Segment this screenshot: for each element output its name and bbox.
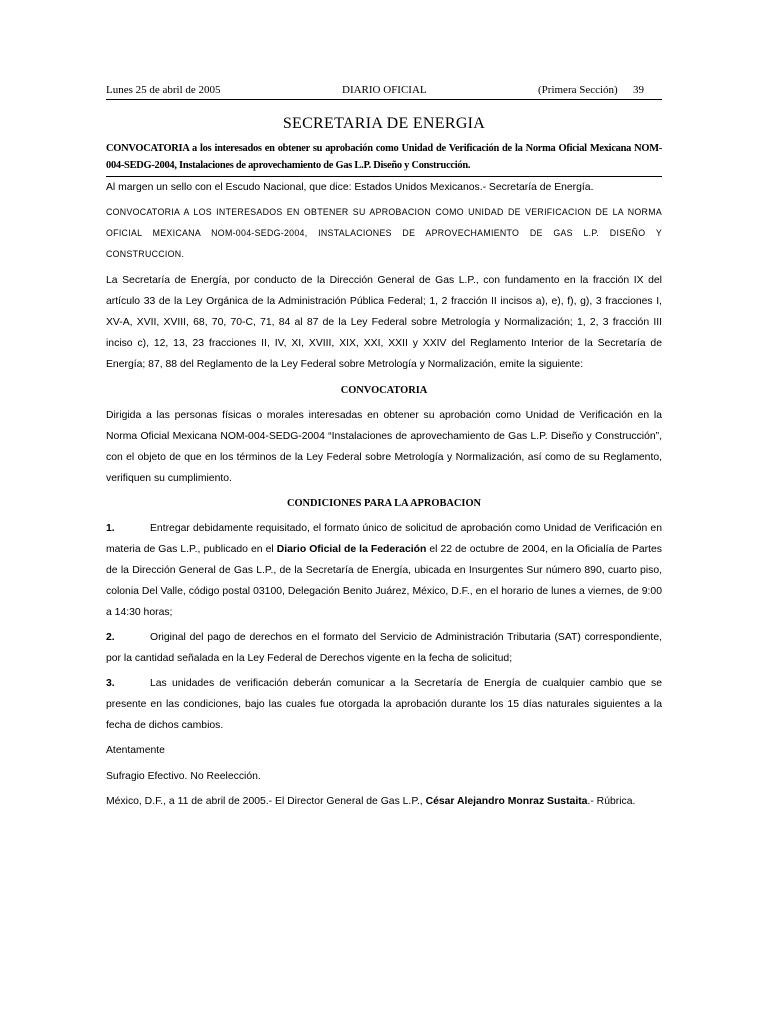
document-title: SECRETARIA DE ENERGIA — [282, 115, 486, 132]
condition-number: 1. — [106, 523, 115, 534]
page-header — [106, 84, 662, 98]
condition-item-1 — [106, 518, 662, 623]
condition-text: Entregar debidamente requisitado, el formato único de solicitud de aprobación como Unidad de Verificación en materia de Gas L.P., publicado en el — [106, 523, 662, 555]
condition-text: Original del pago de derechos en el formato del Servicio de Administración Tributaria (SAT) correspondiente, por la cantidad señalada en la Ley Federal de Derechos vigente en la fecha de solicitud; — [106, 632, 662, 664]
condition-number: 3. — [106, 678, 115, 689]
condition-number: 2. — [106, 632, 115, 643]
closing-signature — [106, 791, 662, 812]
header-page-number: 39 — [633, 84, 644, 96]
section-heading-condiciones: CONDICIONES PARA LA APROBACION — [286, 498, 482, 509]
condition-text-bold: Diario Oficial de la Federación — [276, 544, 427, 555]
section-heading-convocatoria: CONVOCATORIA — [340, 385, 428, 396]
header-rule — [106, 99, 662, 100]
header-paper-name: DIARIO OFICIAL — [342, 84, 427, 96]
header-section: (Primera Sección) — [538, 84, 618, 96]
condition-text-after: el 22 de octubre de 2004, en la Oficialía de Partes de la Dirección General de Gas L.P., de la Secretaría de Energía, ubicada en Insurgentes Sur número 890, cuarto piso, colonia Del Valle, código postal 03100, Delegación Benito Juárez, México, D.F., en el horario de lunes a viernes, de 9:00 a 14:30 horas; — [106, 544, 662, 618]
condition-item-3 — [106, 673, 662, 736]
condition-item-2 — [106, 627, 662, 669]
margin-note: Al margen un sello con el Escudo Nacional, que dice: Estados Unidos Mexicanos.- Secretaría de Energía. — [106, 182, 594, 193]
document-page — [106, 84, 662, 812]
signatory-name: César Alejandro Monraz Sustaita — [425, 796, 588, 807]
caps-paragraph: CONVOCATORIA A LOS INTERESADOS EN OBTENER SU APROBACION COMO UNIDAD DE VERIFICACION DE LA NORMA OFICIAL MEXICANA NOM-004-SEDG-2004, INSTALACIONES DE APROVECHAMIENTO DE GAS L.P. DISEÑO Y CONSTRUCCION. — [106, 207, 662, 259]
intro-paragraph: La Secretaría de Energía, por conducto de la Dirección General de Gas L.P., con fundamento en la fracción IX del artículo 33 de la Ley Orgánica de la Administración Pública Federal; 1, 2 fracción II incisos a), e), f), g), 3 fracciones I, XV-A, XVII, XVIII, 68, 70, 70-C, 71, 84 al 87 de la Ley Federal sobre Metrología y Normalización; 1, 2, 3 fracción III inciso c), 12, 13, 23 fracciones II, IV, XI, XVIII, XIX, XXI, XXII y XXIV del Reglamento Interior de la Secretaría de Energía; 87, 88 del Reglamento de la Ley Federal sobre Metrología y Normalización, emite la siguiente: — [106, 275, 662, 370]
signature-text: México, D.F., a 11 de abril de 2005.- El Director General de Gas L.P., — [106, 796, 426, 807]
closing-sufragio: Sufragio Efectivo. No Reelección. — [106, 771, 261, 782]
dirigida-paragraph: Dirigida a las personas físicas o morales interesadas en obtener su aprobación como Unidad de Verificación en la Norma Oficial Mexicana NOM-004-SEDG-2004 “Instalaciones de aprovechamiento de Gas L.P. Diseño y Construcción”, con el objeto de que en los términos de la Ley Federal sobre Metrología y Normalización, así como de su Reglamento, verifiquen su cumplimiento. — [106, 410, 662, 484]
header-date: Lunes 25 de abril de 2005 — [106, 84, 221, 96]
signature-rubrica: .- Rúbrica. — [587, 796, 636, 807]
convocatoria-heading: CONVOCATORIA a los interesados en obtener su aprobación como Unidad de Verificación de la Norma Oficial Mexicana NOM-004-SEDG-2004, Instalaciones de aprovechamiento de Gas L.P. Diseño y Construcción. — [106, 143, 662, 171]
condition-text: Las unidades de verificación deberán comunicar a la Secretaría de Energía de cualquier cambio que se presente en las condiciones, bajo las cuales fue otorgada la aprobación durante los 15 días naturales siguientes a la fecha de dichos cambios. — [106, 678, 662, 731]
closing-atentamente: Atentamente — [106, 745, 165, 756]
